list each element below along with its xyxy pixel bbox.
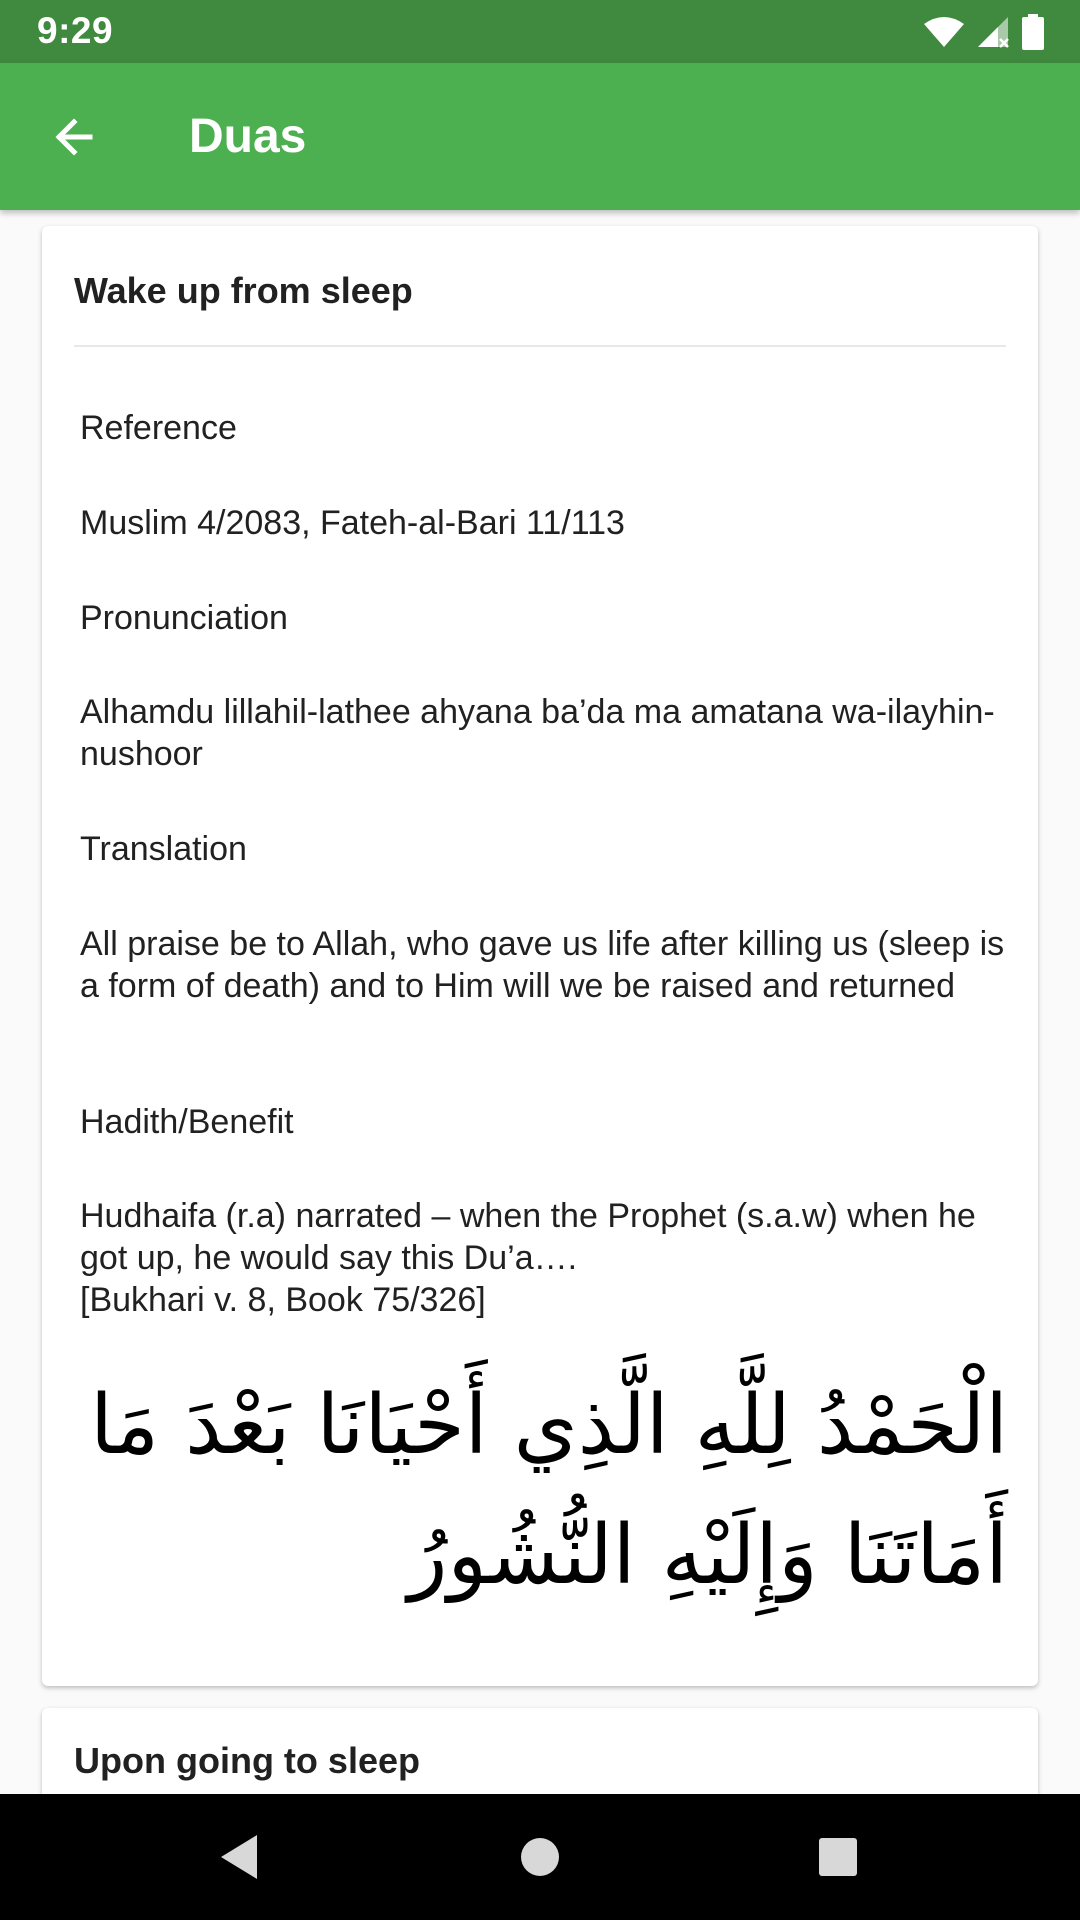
reference-label: Reference [80,409,237,447]
arabic-dua-text: الْحَمْدُ لِلَّهِ الَّذِي أَحْيَانَا بَعْدَ مَا أَمَاتَنَا وَإِلَيْهِ النُّشُورُ [90,1378,1008,1603]
dua-title: Upon going to sleep [74,1740,420,1781]
home-circle-icon [520,1837,560,1877]
back-button[interactable] [36,99,112,175]
status-bar [0,0,1080,63]
nav-back-button[interactable] [204,1822,274,1892]
nav-home-button[interactable] [505,1822,575,1892]
nav-recents-button[interactable] [803,1822,873,1892]
system-nav-bar [0,1794,1080,1920]
benefit-label: Hadith/Benefit [80,1103,294,1141]
signal-icon [976,15,1010,49]
pronunciation-text: Alhamdu lillahil-lathee ahyana ba’da ma amatana wa-ilayhin-nushoor [80,693,995,773]
benefit-text: Hudhaifa (r.a) narrated – when the Prophet (s.a.w) when he got up, he would say this Du’a…. [80,1197,976,1277]
benefit-source: [Bukhari v. 8, Book 75/326] [80,1281,486,1319]
translation-label: Translation [80,830,247,868]
reference-text: Muslim 4/2083, Fateh-al-Bari 11/113 [80,504,625,542]
recents-square-icon [818,1837,858,1877]
arrow-left-icon [50,113,98,161]
back-triangle-icon [217,1833,261,1881]
status-icons [924,12,1044,52]
dua-card[interactable] [42,226,1038,1686]
dua-list[interactable] [0,210,1080,1794]
translation-text: All praise be to Allah, who gave us life after killing us (sleep is a form of death) and to Him will we be raised and returned [80,925,1005,1005]
dua-title: Wake up from sleep [74,270,413,311]
app-bar [0,63,1080,210]
page-title: Duas [189,110,307,163]
pronunciation-label: Pronunciation [80,599,288,637]
divider [74,345,1006,347]
battery-icon [1022,14,1044,50]
status-time: 9:29 [37,10,114,51]
dua-card[interactable] [42,1708,1038,1794]
wifi-icon [924,16,964,48]
